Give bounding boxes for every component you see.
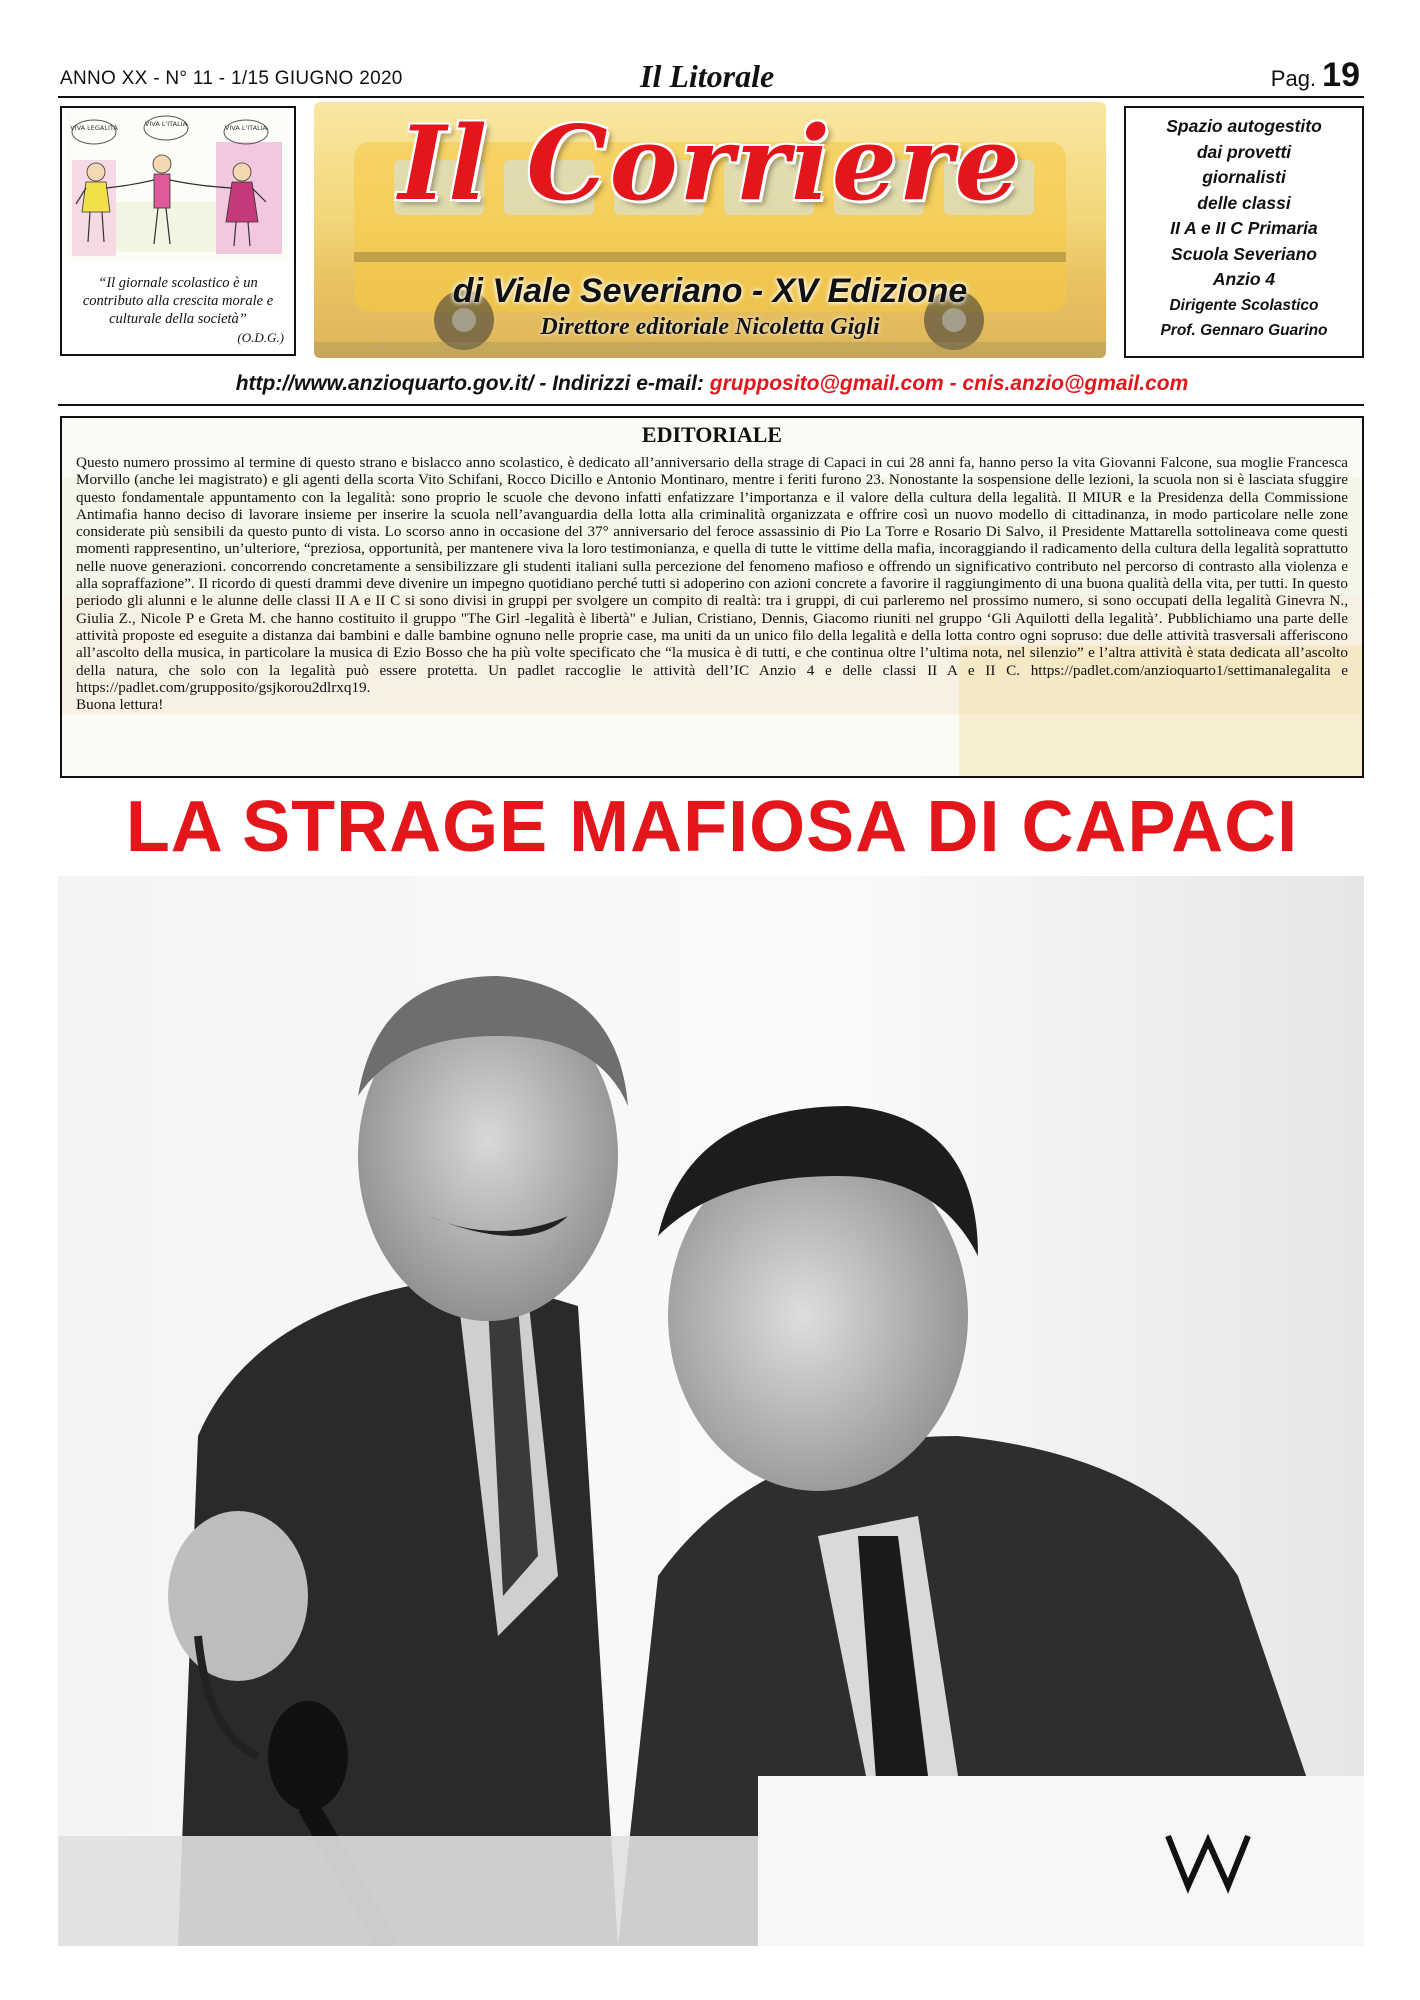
quote-source: (O.D.G.) <box>237 330 284 345</box>
masthead-small: Il Litorale <box>640 58 775 94</box>
editorial-paragraph: Questo numero prossimo al termine di questo strano e bislacco anno scolastico, è dedicato all’anniversario della strage di Capaci in cui 28 anni fa, hanno perso la vita Giovanni Falcone, sua moglie Francesca Morvillo (anche lei magistrato) e gli agenti della scorta Vito Schifani, Rocco Dicillo e Antonio Montinaro, mentre i feriti furono 23. Nonostante la sospensione delle lezioni, la scuola non si è lasciata sfuggire questo fondamentale appuntamento con la legalità: sono proprio le scuole che devono infatti enfatizzare l’importanza e il valore della cultura della legalità. Il MIUR e la Presidenza della Commissione Antimafia hanno deciso di lavorare insieme per inserire la scuola nell’avanguardia della lotta alla criminalità organizzata e offrire così un nuovo modello di cittadinanza, in modo particolare nelle zone considerate più sensibili da questo punto di vista. Lo scorso anno in occasione del 37° anniversario del feroce assassinio di Pio La Torre e Rosario Di Salvo, il Presidente Mattarella sottolineava come questi momenti rappresentino, un’ulteriore, “preziosa, opportunità, per mantenere viva la loro testimonianza, e quella di tutte le vittime della mafia, incoraggiando il radicamento della cultura della legalità soprattutto nelle nuove generazioni. concorrendo concretamente a sensibilizzare gli studenti italiani sulla percezione del fenomeno mafioso e offrendo un significativo contributo nel percorso di contrasto alla violenza e alla sopraffazione”. Il ricordo di questi drammi deve divenire un impegno quotidiano perché tutti si adoperino con azioni concrete a favorire il raggiungimento di una buona qualità della vita, per tutti. In questo periodo gli alunni e le alunne delle classi II A e II C si sono divisi in gruppi per svolgere un compito di realtà: tra i gruppi, di cui parleremo nel prossimo numero, si sono occupati della legalità Ginevra N., Giulia Z., Nicole P e Greta M. che hanno costituito il gruppo "The Girl -legalità è libertà" e Julian, Cristiano, Dennis, Giacomo riuniti nel gruppo ‘Gli Aquilotti della legalità’. Pubblichiamo una parte delle attività proposte ed eseguite a distanza dai bambini e dalle bambine ognuno nelle proprie case, ma uniti da un unico filo della legalità e della lotta contro ogni sopruso: due delle attività trasversali afferiscono all’ascolto della musica, in particolare la musica di Ezio Bosso che ha più volte specificato che “la musica è di tutti, e che continua oltre l’ultima nota, nel silenzio” e l’altra attività è stata dedicata all’ascolto della natura, che solo con la legalità può essere protetta. Un padlet raccoglie le attività dell’IC Anzio 4 e delle classi II A e II C. https://padlet.com/anzioquarto1/settimanalegalita e https://padlet.com/grupposito/gsjkorou2dlrxq19. <box>76 454 1348 696</box>
issue-line: ANNO XX - N° 11 - 1/15 GIUGNO 2020 <box>60 68 403 89</box>
email-link-2[interactable]: cnis.anzio@gmail.com <box>962 372 1189 395</box>
drawing-label-1: VIVA LEGALITÀ <box>70 124 118 132</box>
editorial-text <box>76 454 1348 713</box>
editorial-closing: Buona lettura! <box>76 696 164 714</box>
info-line: delle classi <box>1197 192 1291 213</box>
editorial-heading: EDITORIALE <box>641 422 783 447</box>
info-line: Scuola Severiano <box>1171 243 1317 264</box>
info-line: II A e II C Primaria <box>1170 218 1318 238</box>
email-link-1[interactable]: grupposito@gmail.com <box>709 372 944 395</box>
main-headline: LA STRAGE MAFIOSA DI CAPACI <box>125 787 1299 867</box>
black-white-photo <box>58 876 1364 1946</box>
masthead-banner <box>314 102 1106 358</box>
contacts-rule <box>58 404 1364 406</box>
drawing-label-2: VIVA L'ITALIA <box>144 120 188 128</box>
info-line: Spazio autogestito <box>1166 116 1322 136</box>
info-line: giornalisti <box>1202 167 1286 187</box>
info-line-small: Dirigente Scolastico <box>1169 296 1319 314</box>
editorial-director: Direttore editoriale Nicoletta Gigli <box>540 314 880 340</box>
right-info-box <box>1124 106 1364 358</box>
children-drawing-image <box>66 112 290 262</box>
page-number <box>1271 56 1360 95</box>
newspaper-title: Il Corriere <box>398 104 1022 224</box>
info-line: dai provetti <box>1196 141 1292 162</box>
page-number-value: 19 <box>1322 56 1360 94</box>
website-link[interactable]: http://www.anzioquarto.gov.it/ - Indirizzi e-mail: <box>235 372 704 395</box>
newspaper-subtitle: di Viale Severiano - XV Edizione <box>452 272 968 310</box>
contacts-line <box>60 372 1364 396</box>
drawing-label-3: VIVA L'ITALIA <box>224 124 268 132</box>
info-line: Anzio 4 <box>1212 269 1276 289</box>
email-separator: - <box>949 372 957 395</box>
info-line-small: Prof. Gennaro Guarino <box>1160 321 1328 339</box>
top-rule <box>58 96 1364 98</box>
editorial-box <box>60 416 1364 778</box>
school-newspaper-quote: “Il giornale scolastico è un contributo alla crescita morale e culturale della società” <box>82 275 274 327</box>
page-label: Pag. <box>1270 66 1317 91</box>
left-info-box <box>60 106 296 356</box>
